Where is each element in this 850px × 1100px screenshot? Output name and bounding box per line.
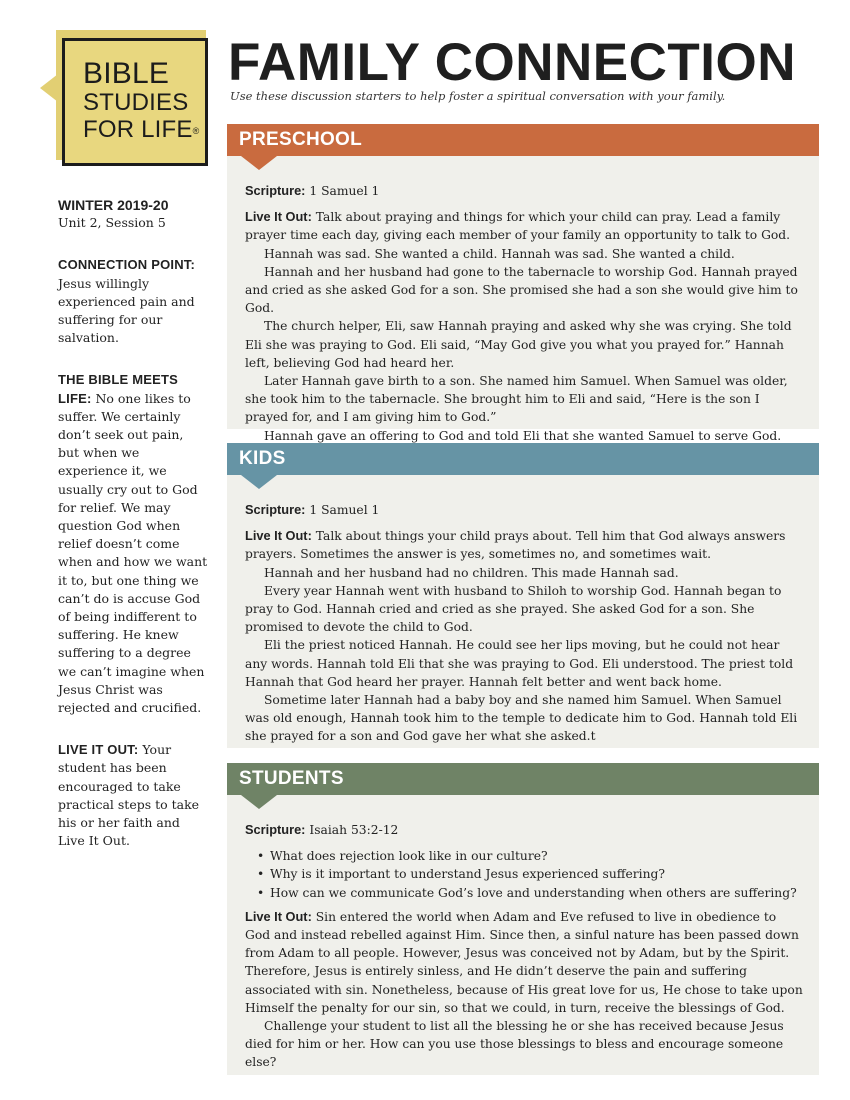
bible-meets-life — [58, 371, 208, 717]
logo-line-3 — [83, 116, 205, 145]
preschool-scripture-label: Scripture: — [245, 183, 306, 198]
bible-meets-life-text: No one likes to suffer. We certainly don’t seek out pain, but when we experience it, we usually cry out to God for relief. We may question God when relief doesn’t come when and how we want it to, but one thing we can’t do is accuse God of being indifferent to suffering. He knew suffering to a degree we can’t imagine when Jesus Christ was rejected and crucified. — [58, 390, 208, 716]
kids-body — [227, 475, 819, 754]
preschool-body — [227, 156, 819, 453]
preschool-paragraph: The church helper, Eli, saw Hannah praying and asked why she was crying. She told Eli she was praying to God. Eli said, “May God give you what you prayed for.” Hannah left, believing God had heard her. — [245, 319, 792, 370]
preschool-live-it-out — [245, 208, 805, 244]
preschool-header-notch — [241, 156, 277, 170]
students-paragraph: Challenge your student to list all the blessing he or she has received because Jesus died for him or her. How can you use those blessings to bless and encourage someone else? — [245, 1019, 784, 1070]
kids-paragraph: Every year Hannah went with husband to Shiloh to worship God. Hannah began to pray to God. Hannah cried and cried as she prayed. She asked God for a son. She promised to devote the child to God. — [245, 583, 782, 635]
kids-paragraph: Eli the priest noticed Hannah. He could see her lips moving, but he could not hear any words. Hannah told Eli that she was praying to God. Eli understood. The priest told Hannah that God heard her prayer. Hannah felt better and went back home. — [245, 638, 794, 689]
students-live-text: Sin entered the world when Adam and Eve refused to live in obedience to God and instead rebelled against Him. Since then, a sinful nature has been passed down from Adam to all people. However, Jesus was conceived not by Adam, but by the Spirit. Therefore, Jesus is entirely sinless, and He didn’t deserve the pain and suffering associated with sin. Nonetheless, because of His great love for us, He chose to take upon Himself the penalty for our sin, so that we could, in turn, receive the blessings of God. — [245, 909, 803, 1015]
preschool-scripture-ref: 1 Samuel 1 — [305, 184, 380, 198]
logo-speech-tab — [40, 74, 58, 102]
live-it-out-summary — [58, 741, 208, 850]
kids-scripture-label: Scripture: — [245, 502, 306, 517]
logo-line-2: STUDIES — [83, 89, 189, 116]
bible-meets-life-heading: THE BIBLE MEETS LIFE: — [58, 372, 179, 406]
preschool-header — [227, 124, 819, 156]
kids-live-text: Talk about things your child prays about. Tell him that God always answers prayers. Sometimes the answer is yes, sometimes no, and sometimes wait. — [245, 529, 786, 562]
preschool-live-label: Live It Out: — [245, 209, 312, 225]
preschool-paragraph: Hannah and her husband had gone to the tabernacle to worship God. Hannah prayed and cried as she asked God for a son. She promised she had a son she would give him to God. — [245, 264, 798, 316]
logo-registered-mark: ® — [192, 126, 200, 136]
connection-point-heading: CONNECTION POINT: — [58, 257, 196, 273]
kids-paragraph: Sometime later Hannah had a baby boy and she named him Samuel. When Samuel was old enough, Hannah took him to the temple to dedicate him to God. Hannah told Eli she prayed for a son and God gave her what she asked.t — [245, 693, 798, 744]
preschool-paragraph: Hannah gave an offering to God and told Eli that she wanted Samuel to serve God. — [264, 428, 782, 443]
preschool-title: PRESCHOOL — [239, 129, 363, 150]
discussion-question: • Why is it important to understand Jesus experienced suffering? — [257, 865, 805, 883]
kids-scripture — [245, 501, 805, 519]
sidebar — [58, 196, 208, 875]
kids-scripture-ref: 1 Samuel 1 — [305, 503, 380, 517]
logo-line-3-text: FOR LIFE — [83, 116, 193, 143]
students-scripture — [245, 821, 805, 839]
connection-point-text: Jesus willingly experienced pain and suffering for our salvation. — [58, 275, 195, 346]
page-title: FAMILY CONNECTION — [228, 33, 797, 92]
students-discussion-questions — [257, 847, 805, 902]
students-title: STUDENTS — [239, 768, 344, 789]
session-info — [58, 196, 208, 232]
connection-point — [58, 256, 208, 347]
students-header — [227, 763, 819, 795]
students-header-notch — [241, 795, 277, 809]
season-label: WINTER 2019-20 — [58, 197, 169, 213]
preschool-live-text: Talk about praying and things for which your child can pray. Lead a family prayer time each day, giving each member of your family an opportunity to talk to God. — [245, 210, 791, 243]
page-subtitle: Use these discussion starters to help foster a spiritual conversation with your family. — [230, 89, 726, 103]
students-section — [227, 763, 819, 1075]
students-live-it-out — [245, 908, 805, 1017]
students-body — [227, 795, 819, 1080]
students-scripture-ref: Isaiah 53:2-12 — [305, 823, 399, 837]
live-it-out-heading: LIVE IT OUT: — [58, 742, 139, 758]
preschool-paragraph: Later Hannah gave birth to a son. She named him Samuel. When Samuel was older, she took him to the tabernacle. She brought him to Eli and said, “Here is the son I prayed for, and I am giving him to God.” — [245, 374, 788, 425]
live-it-out-summary-text: Your student has been encouraged to take practical steps to take his or her faith and Live It Out. — [58, 742, 200, 849]
logo-line-1: BIBLE — [83, 57, 170, 90]
unit-session-label: Unit 2, Session 5 — [58, 215, 166, 231]
kids-section — [227, 443, 819, 748]
kids-header-notch — [241, 475, 277, 489]
kids-live-it-out — [245, 527, 805, 563]
preschool-paragraph: Hannah was sad. She wanted a child. Hannah was sad. She wanted a child. — [264, 246, 735, 261]
discussion-question: • How can we communicate God’s love and understanding when others are suffering? — [257, 884, 805, 902]
bible-studies-for-life-logo — [34, 30, 209, 170]
students-live-label: Live It Out: — [245, 908, 312, 924]
kids-paragraph: Hannah and her husband had no children. This made Hannah sad. — [264, 565, 679, 580]
discussion-question: • What does rejection look like in our culture? — [257, 847, 805, 865]
logo-front-panel — [62, 38, 208, 166]
kids-header — [227, 443, 819, 475]
kids-live-label: Live It Out: — [245, 528, 312, 544]
kids-title: KIDS — [239, 448, 286, 469]
students-scripture-label: Scripture: — [245, 822, 306, 837]
preschool-section — [227, 124, 819, 443]
preschool-scripture — [245, 182, 805, 200]
